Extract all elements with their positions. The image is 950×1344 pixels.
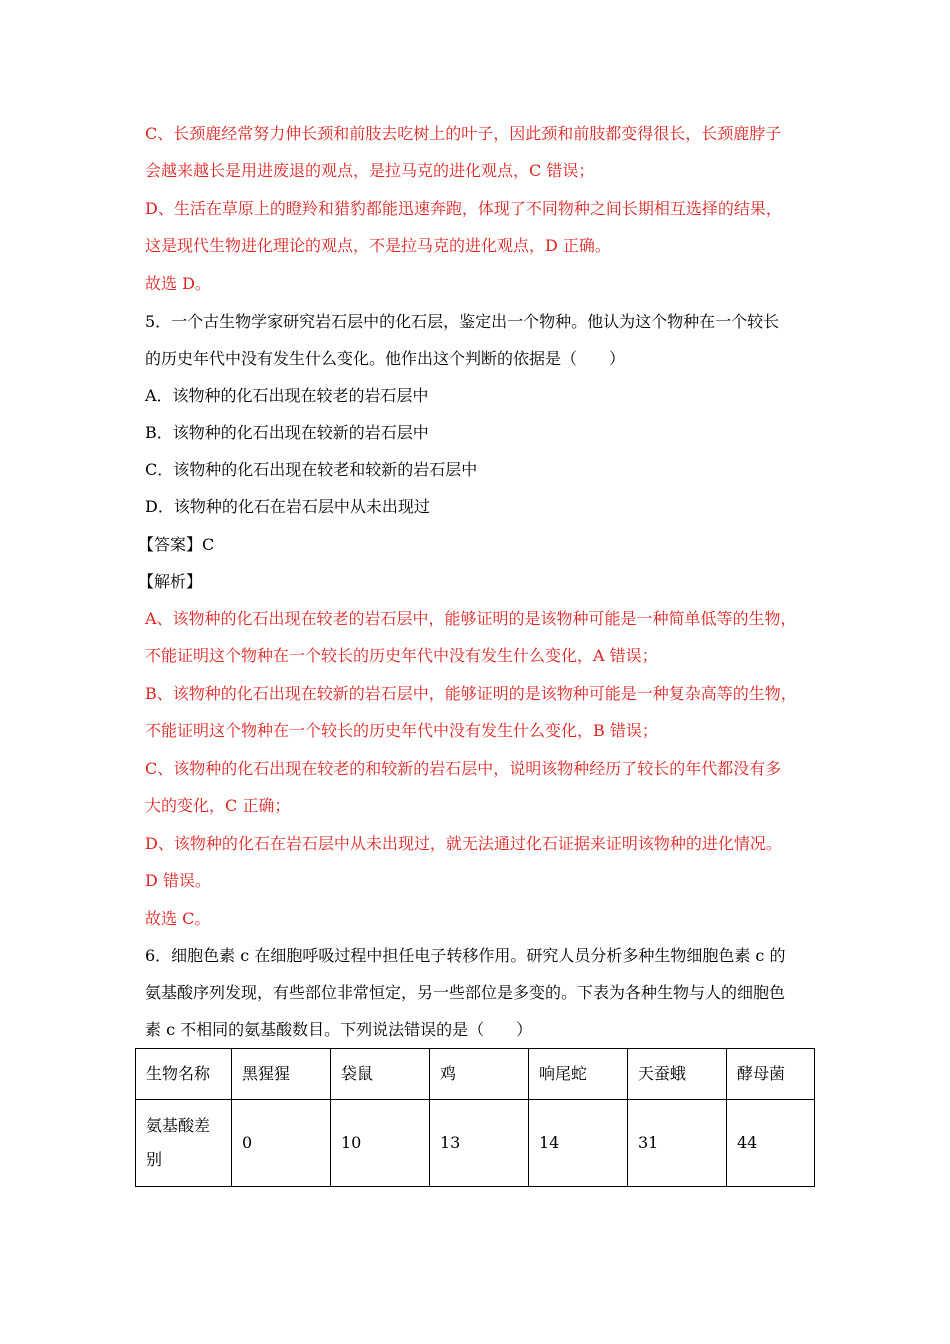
table-cell: 44 xyxy=(727,1100,815,1187)
q5-conclusion: 故选 C。 xyxy=(145,909,211,928)
text-line: 不能证明这个物种在一个较长的历史年代中没有发生什么变化，A 错误； xyxy=(145,646,658,665)
table-cell: 氨基酸差别 xyxy=(136,1100,232,1187)
q5-analysis-d xyxy=(145,825,825,899)
text-line: D、该物种的化石在岩石层中从未出现过，就无法通过化石证据来证明该物种的进化情况。 xyxy=(145,834,782,853)
text-line: 6．细胞色素 c 在细胞呼吸过程中担任电子转移作用。研究人员分析多种生物细胞色素 c 的 xyxy=(145,946,786,965)
option-c: C．该物种的化石出现在较老和较新的岩石层中 xyxy=(145,460,478,479)
prev-analysis-d xyxy=(145,190,825,264)
table-cell: 14 xyxy=(529,1100,628,1187)
table-cell: 黑猩猩 xyxy=(232,1049,331,1100)
text-line: 大的变化，C 正确； xyxy=(145,796,291,815)
table-cell: 31 xyxy=(628,1100,727,1187)
amino-acid-table xyxy=(135,1048,815,1187)
text-line: 这是现代生物进化理论的观点，不是拉马克的进化观点，D 正确。 xyxy=(145,236,611,255)
text-line: B、该物种的化石出现在较新的岩石层中，能够证明的是该物种可能是一种复杂高等的生物， xyxy=(145,684,797,703)
table-cell: 鸡 xyxy=(430,1049,529,1100)
prev-analysis-c xyxy=(145,115,825,189)
table-cell: 袋鼠 xyxy=(331,1049,430,1100)
table-cell: 响尾蛇 xyxy=(529,1049,628,1100)
text-line: 的历史年代中没有发生什么变化。他作出这个判断的依据是（ ） xyxy=(145,349,626,368)
option-a: A．该物种的化石出现在较老的岩石层中 xyxy=(145,386,429,405)
table-cell: 酵母菌 xyxy=(727,1049,815,1100)
option-d: D．该物种的化石在岩石层中从未出现过 xyxy=(145,497,430,516)
q5-analysis-b xyxy=(145,675,825,749)
text-line: 素 c 不相同的氨基酸数目。下列说法错误的是（ ） xyxy=(145,1020,533,1039)
text-line: A、该物种的化石出现在较老的岩石层中，能够证明的是该物种可能是一种简单低等的生物， xyxy=(145,609,797,628)
text-line: 氨基酸序列发现，有些部位非常恒定，另一些部位是多变的。下表为各种生物与人的细胞色 xyxy=(145,983,786,1002)
q5-options xyxy=(145,377,825,525)
text-line: C、该物种的化石出现在较老的和较新的岩石层中，说明该物种经历了较长的年代都没有多 xyxy=(145,759,782,778)
table-cell: 0 xyxy=(232,1100,331,1187)
table-cell: 10 xyxy=(331,1100,430,1187)
table-cell: 生物名称 xyxy=(136,1049,232,1100)
table-cell: 天蚕蛾 xyxy=(628,1049,727,1100)
q5-analysis-c xyxy=(145,750,825,824)
q5-stem xyxy=(145,303,825,377)
table-row xyxy=(136,1049,815,1100)
text-line: 会越来越长是用进废退的观点，是拉马克的进化观点，C 错误； xyxy=(145,161,595,180)
text-line: D、生活在草原上的瞪羚和猎豹都能迅速奔跑，体现了不同物种之间长期相互选择的结果， xyxy=(145,199,782,218)
q5-analysis-label: 【解析】 xyxy=(138,572,203,591)
q6-stem xyxy=(145,937,825,1048)
q5-answer: 【答案】C xyxy=(138,535,215,554)
text-line: 不能证明这个物种在一个较长的历史年代中没有发生什么变化，B 错误； xyxy=(145,721,658,740)
table-row xyxy=(136,1100,815,1187)
option-b: B．该物种的化石出现在较新的岩石层中 xyxy=(145,423,429,442)
text-line: C、长颈鹿经常努力伸长颈和前肢去吃树上的叶子，因此颈和前肢都变得很长，长颈鹿脖子 xyxy=(145,124,782,143)
table-cell: 13 xyxy=(430,1100,529,1187)
prev-conclusion: 故选 D。 xyxy=(145,274,211,293)
text-line: 5．一个古生物学家研究岩石层中的化石层，鉴定出一个物种。他认为这个物种在一个较长 xyxy=(145,312,780,331)
q5-analysis-a xyxy=(145,600,825,674)
text-line: D 错误。 xyxy=(145,871,211,890)
